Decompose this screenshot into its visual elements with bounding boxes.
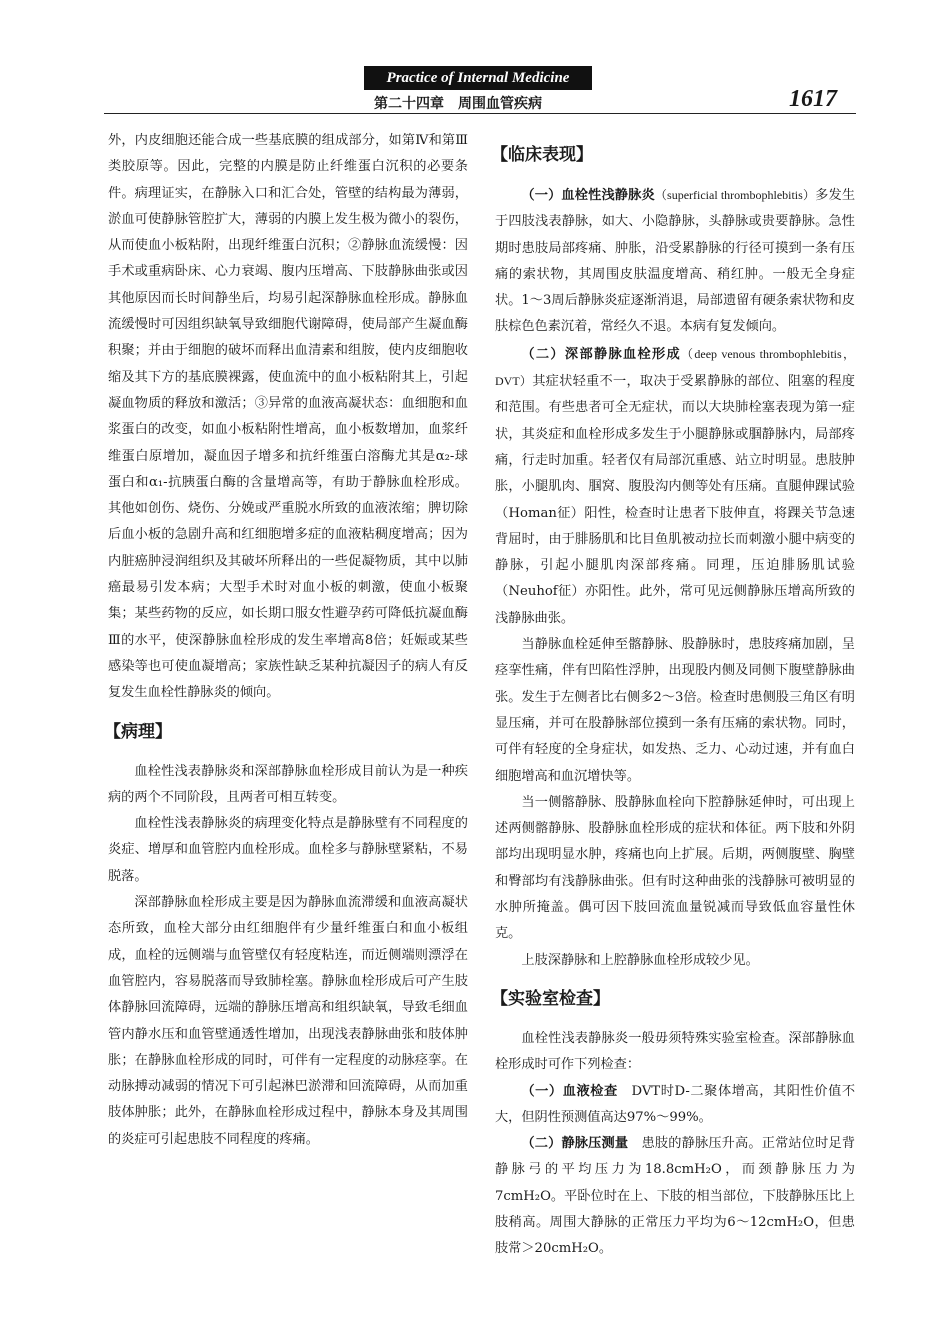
chapter-title: 第二十四章 周围血管疾病 [374,96,542,112]
page-number: 1617 [789,86,837,112]
section-title-pathology: 【病理】 [104,721,172,742]
paragraph: 血栓性浅表静脉炎一般毋须特殊实验室检查。深部静脉血栓形成时可作下列检查： [495,1030,855,1073]
subsection-heading: （二）静脉压测量 [521,1136,629,1152]
subsection-heading: （一）血液检查 [521,1083,618,1099]
journal-title-band: Practice of Internal Medicine [364,66,592,90]
subsection-heading: （二）深部静脉血栓形成 [521,346,682,362]
right-column [491,128,856,1263]
section-title-lab: 【实验室检查】 [491,988,610,1009]
paragraph: 深部静脉血栓形成主要是因为静脉血流滞缓和血液高凝状态所致，血栓大部分由红细胞伴有少量纤维蛋白和血小板组成，血栓的远侧端与血管壁仅有轻度粘连，而近侧端则漂浮在血管腔内，容易脱落而导致肺栓塞。静脉血栓形成后可产生肢体静脉回流障碍，远端的静脉压增高和组织缺氧，导致毛细血管内静水压和血管壁通透性增加，出现浅表静脉曲张和肢体肿胀；在静脉血栓形成的同时，可伴有一定程度的动脉痉挛。在动脉搏动减弱的情况下可引起淋巴淤滞和回流障碍，从而加重肢体肿胀；此外，在静脉血栓形成过程中，静脉本身及其周围的炎症可引起患肢不同程度的疼痛。 [108,895,468,1147]
paragraph-body: DVT时D-二聚体增高，其阳性价值不大，但阴性预测值高达97%～99%。 [495,1083,856,1125]
paragraph-venous-pressure [495,1131,855,1262]
left-column [104,128,468,1153]
paragraph-body: 其症状轻重不一，取决于受累静脉的部位、阻塞的程度和范围。有些患者可全无症状，而以大块肺栓塞表现为第一症状，其炎症和血栓形成多发生于小腿静脉或腘静脉内，局部疼痛，行走时加重。轻者仅有局部沉重感、站立时明显。患肢肿胀，小腿肌肉、腘窝、腹股沟内侧等处有压痛。直腿伸踝试验（Homan征）阳性，检查时让患者下肢伸直，将踝关节急速背屈时，由于腓肠肌和比目鱼肌被动拉长而刺激小腿中病变的静脉，引起小腿肌肉深部疼痛。同理，压迫腓肠肌试验（Neuhof征）亦阳性。此外，常可见远侧静脉压增高所致的浅静脉曲张。 [495,374,855,626]
english-term: （superficial thrombophlebitis） [654,188,816,202]
section-title-clinical: 【临床表现】 [491,145,593,165]
subsection-heading: （一）血栓性浅静脉炎 [521,188,655,203]
paragraph: 当一侧髂静脉、股静脉血栓向下腔静脉延伸时，可出现上述两侧髂静脉、股静脉血栓形成的症状和体征。两下肢和外阴部均出现明显水肿，疼痛也向上扩展。后期，两侧腹壁、胸壁和臀部均有浅静脉曲张。但有时这种曲张的浅静脉可被明显的水肿所掩盖。偶可因下肢回流血量锐减而导致低血容量性休克。 [495,794,855,942]
paragraph-body: 多发生于四肢浅表静脉，如大、小隐静脉，头静脉或贵要静脉。急性期时患肢局部疼痛、肿胀，沿受累静脉的行径可摸到一条有压痛的索状物，其周围皮肤温度增高、稍红肿。一般无全身症状。1～3周后静脉炎症逐渐消退，局部遗留有硬条索状物和皮肤棕色色素沉着，常经久不退。本病有复发倾向。 [495,188,856,335]
paragraph-etiology: 外，内皮细胞还能合成一些基底膜的组成部分，如第Ⅳ和第Ⅲ类胶原等。因此，完整的内膜是防止纤维蛋白沉积的必要条件。病理证实，在静脉入口和汇合处，管壁的结构最为薄弱，淤血可使静脉管腔扩大，薄弱的内膜上发生极为微小的裂伤，从而使血小板粘附，出现纤维蛋白沉积；②静脉血流缓慢：因手术或重病卧床、心力衰竭、腹内压增高、下肢静脉曲张或因其他原因而长时间静坐后，均易引起深静脉血栓形成。静脉血流缓慢时可因组织缺氧导致细胞代谢障碍，使局部产生凝血酶积聚；并由于细胞的破坏而释出血清素和组胺，使内皮细胞收缩及其下方的基底膜裸露，使血流中的血小板粘附其上，引起凝血物质的释放和激活；③异常的血液高凝状态：血细胞和血浆蛋白的改变，如血小板粘附性增高，血小板数增加，血浆纤维蛋白原增加，凝血因子增多和抗纤维蛋白溶酶尤其是α₂-球蛋白和α₁-抗胰蛋白酶的含量增高等，有助于静脉血栓形成。其他如创伤、烧伤、分娩或严重脱水所致的血液浓缩；脾切除后血小板的急剧升高和红细胞增多症的血液粘稠度增高；因为内脏癌肿浸润组织及其破坏所释出的一些促凝物质，其中以肺癌最易引发本病；大型手术时对血小板的刺激，使血小板聚集；某些药物的反应，如长期口服女性避孕药可降低抗凝血酶Ⅲ的水平，使深静脉血栓形成的发生率增高8倍；妊娠或某些感染等也可使血凝增高；家族性缺乏某种抗凝因子的病人有反复发生血栓性静脉炎的倾向。 [108,133,468,701]
paragraph: 血栓性浅表静脉炎和深部静脉血栓形成目前认为是一种疾病的两个不同阶段，且两者可相互转变。 [108,763,468,805]
paragraph: 当静脉血栓延伸至髂静脉、股静脉时，患肢疼痛加剧，呈痉挛性痛，伴有凹陷性浮肿，出现股内侧及同侧下腹壁静脉曲张。发生于左侧者比右侧多2～3倍。检查时患侧股三角区有明显压痛，并可在股静脉部位摸到一条有压痛的索状物。同时，可伴有轻度的全身症状，如发热、乏力、心动过速，并有血白细胞增高和血沉增快等。 [495,637,855,784]
paragraph-superficial-thrombophlebitis [495,182,855,341]
english-term: （deep venous thrombophlebitis，DVT） [495,346,855,389]
header-rule [104,113,856,114]
paragraph: 上肢深静脉和上腔静脉血栓形成较少见。 [521,952,759,968]
paragraph: 血栓性浅表静脉炎的病理变化特点是静脉壁有不同程度的炎症、增厚和血管腔内血栓形成。血栓多与静脉壁紧粘，不易脱落。 [108,816,468,884]
paragraph-body: 患肢的静脉压升高。正常站位时足背静脉弓的平均压力为18.8cmH₂O，而颈静脉压力为7cmH₂O。平卧位时在上、下肢的相当部位，下肢静脉压比上肢稍高。周围大静脉的正常压力平均为6～12cmH₂O，但患肢常＞20cmH₂O。 [495,1136,856,1257]
paragraph-dvt [495,341,855,632]
paragraph-blood-test [495,1079,855,1132]
